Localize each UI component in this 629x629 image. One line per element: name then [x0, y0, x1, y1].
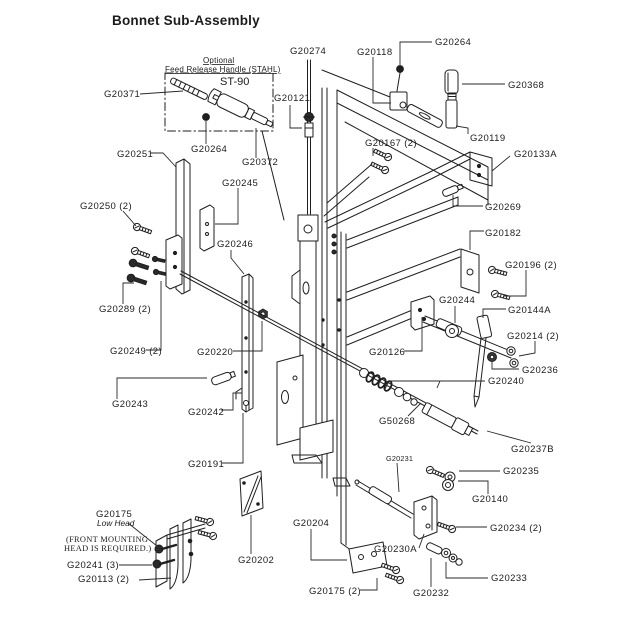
lower-linkage-drawing — [341, 465, 462, 584]
part-label-g20368: G20368 — [508, 80, 545, 91]
part-label-g20246: G20246 — [217, 239, 254, 250]
leader-lines — [117, 42, 535, 590]
front-mount-note-line2: HEAD IS REQUIRED.) — [64, 544, 152, 553]
front-mount-note-line1: (FRONT MOUNTING — [66, 535, 149, 544]
diagram-labels — [64, 13, 559, 599]
fork-assembly-drawing — [153, 515, 217, 589]
low-head-part-label: G20175 — [96, 509, 133, 520]
part-label-g20133a: G20133A — [514, 149, 557, 160]
part-label-g20175-2: G20175 (2) — [309, 586, 362, 597]
main-column-drawing — [277, 88, 350, 545]
low-head-variant-label: Low Head — [97, 518, 135, 528]
part-label-g20140: G20140 — [472, 494, 509, 505]
part-label-g20274: G20274 — [290, 46, 327, 57]
part-label-g20196: G20196 (2) — [505, 260, 558, 271]
part-label-g20245: G20245 — [222, 178, 259, 189]
wedge-gib-drawing — [240, 471, 263, 516]
slide-bar-drawing — [236, 274, 253, 412]
handle-model-label: ST-90 — [220, 76, 250, 88]
part-label-g50268: G50268 — [379, 416, 416, 427]
part-label-g20119: G20119 — [470, 133, 506, 144]
optional-note-line2: Feed Release Handle (STAHL) — [165, 65, 281, 74]
dowel-pin-drawing — [211, 370, 236, 386]
part-label-g20113: G20113 (2) — [78, 574, 130, 585]
part-label-g20191: G20191 — [188, 459, 225, 470]
part-label-g20167: G20167 (2) — [365, 138, 418, 149]
part-label-g20250: G20250 (2) — [80, 201, 133, 212]
part-label-g20269: G20269 — [485, 202, 522, 213]
part-label-g20372: G20372 — [242, 157, 279, 168]
part-label-g20242: G20242 — [188, 407, 225, 418]
part-label-g20241: G20241 (3) — [67, 560, 120, 571]
part-label-g20289: G20289 (2) — [99, 304, 152, 315]
left-guide-bars-drawing — [126, 159, 214, 294]
part-label-g20243: G20243 — [112, 399, 149, 410]
part-label-g20204: G20204 — [293, 518, 330, 529]
part-label-g20231: G20231 — [386, 454, 414, 463]
part-label-g20234: G20234 (2) — [490, 523, 543, 534]
part-label-g20214: G20214 (2) — [507, 331, 560, 342]
part-label-g20118: G20118 — [357, 47, 393, 58]
rod-end-elbow-drawing — [322, 66, 458, 129]
part-label-g20264-top: G20264 — [435, 37, 472, 48]
part-label-g20240: G20240 — [488, 376, 525, 387]
part-label-g20235: G20235 — [503, 466, 540, 477]
diagram-line-art — [126, 60, 518, 589]
optional-note-line1: Optional — [203, 56, 235, 65]
link-assembly-drawing — [411, 296, 518, 407]
part-label-g20244: G20244 — [439, 295, 476, 306]
part-label-g20230a: G20230A — [374, 544, 417, 555]
part-label-g20202: G20202 — [238, 555, 275, 566]
part-label-g20236: G20236 — [522, 365, 559, 376]
part-label-g20371: G20371 — [104, 89, 141, 100]
part-label-g20220: G20220 — [197, 347, 234, 358]
part-label-g20251: G20251 — [117, 149, 154, 160]
page-title: Bonnet Sub-Assembly — [112, 13, 260, 28]
part-label-g20182: G20182 — [485, 228, 522, 239]
part-label-g20249: G20249 (2) — [110, 346, 163, 357]
part-label-g20144a: G20144A — [508, 305, 551, 316]
part-label-g20237b: G20237B — [511, 444, 554, 455]
part-label-g20232: G20232 — [413, 588, 450, 599]
part-label-g20121: G20121 — [274, 93, 311, 104]
feed-rod-drawing — [304, 60, 314, 214]
part-label-g20126: G20126 — [369, 347, 406, 358]
part-label-g20264-left: G20264 — [191, 144, 228, 155]
part-label-g20233: G20233 — [491, 573, 528, 584]
